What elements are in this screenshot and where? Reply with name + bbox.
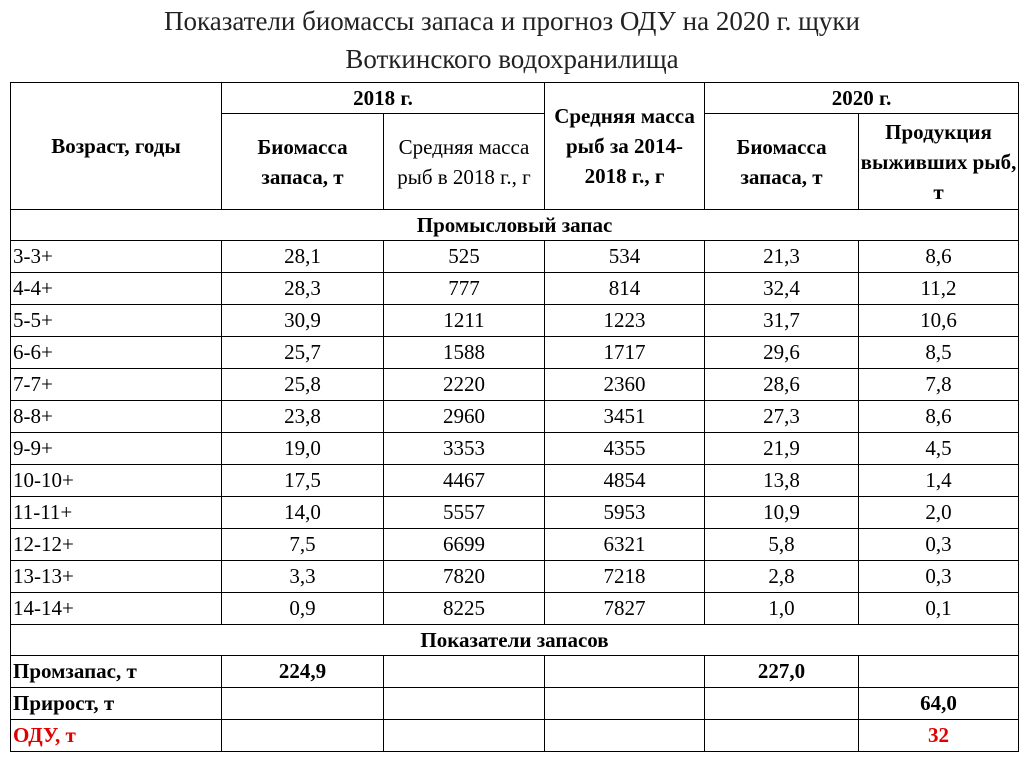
table-row (11, 305, 1019, 337)
cell-m2018: 777 (384, 273, 545, 305)
cell-age: 3-3+ (11, 241, 222, 273)
cell-age: 9-9+ (11, 433, 222, 465)
cell-mavg: 6321 (545, 529, 705, 561)
section-commercial-stock: Промысловый запас (11, 210, 1019, 241)
table-row (11, 369, 1019, 401)
empty-cell (705, 688, 859, 720)
cell-mavg: 4854 (545, 465, 705, 497)
cell-m2018: 2960 (384, 401, 545, 433)
empty-cell (545, 688, 705, 720)
table-row (11, 497, 1019, 529)
cell-m2018: 5557 (384, 497, 545, 529)
cell-b2018: 25,8 (222, 369, 384, 401)
cell-b2020: 21,3 (705, 241, 859, 273)
stock-2020: 227,0 (705, 656, 859, 688)
header-avg-mass-2018: Средняя масса рыб в 2018 г., г (384, 114, 545, 210)
cell-m2018: 8225 (384, 593, 545, 625)
cell-p2020: 11,2 (859, 273, 1019, 305)
stock-label: Промзапас, т (11, 656, 222, 688)
cell-mavg: 7827 (545, 593, 705, 625)
cell-age: 6-6+ (11, 337, 222, 369)
cell-age: 7-7+ (11, 369, 222, 401)
growth-label: Прирост, т (11, 688, 222, 720)
cell-m2018: 2220 (384, 369, 545, 401)
cell-mavg: 1223 (545, 305, 705, 337)
header-production-2020: Продукция выживших рыб, т (859, 114, 1019, 210)
table-row (11, 465, 1019, 497)
cell-p2020: 2,0 (859, 497, 1019, 529)
table-row (11, 593, 1019, 625)
cell-b2018: 23,8 (222, 401, 384, 433)
cell-p2020: 8,5 (859, 337, 1019, 369)
cell-mavg: 534 (545, 241, 705, 273)
page-title (0, 0, 1024, 78)
cell-b2020: 2,8 (705, 561, 859, 593)
cell-p2020: 1,4 (859, 465, 1019, 497)
cell-age: 4-4+ (11, 273, 222, 305)
cell-mavg: 5953 (545, 497, 705, 529)
title-line-2: Воткинского водохранилища (345, 44, 679, 74)
cell-p2020: 8,6 (859, 401, 1019, 433)
empty-cell (545, 720, 705, 752)
cell-b2018: 3,3 (222, 561, 384, 593)
cell-m2018: 525 (384, 241, 545, 273)
summary-row-growth (11, 688, 1019, 720)
cell-p2020: 7,8 (859, 369, 1019, 401)
cell-b2020: 1,0 (705, 593, 859, 625)
cell-m2018: 6699 (384, 529, 545, 561)
cell-b2018: 0,9 (222, 593, 384, 625)
cell-age: 8-8+ (11, 401, 222, 433)
cell-m2018: 1211 (384, 305, 545, 337)
empty-cell (222, 720, 384, 752)
stock-2018: 224,9 (222, 656, 384, 688)
cell-age: 14-14+ (11, 593, 222, 625)
cell-p2020: 8,6 (859, 241, 1019, 273)
cell-m2018: 4467 (384, 465, 545, 497)
cell-p2020: 10,6 (859, 305, 1019, 337)
tac-label: ОДУ, т (11, 720, 222, 752)
empty-cell (384, 656, 545, 688)
cell-b2020: 10,9 (705, 497, 859, 529)
cell-m2018: 3353 (384, 433, 545, 465)
cell-mavg: 4355 (545, 433, 705, 465)
growth-value: 64,0 (859, 688, 1019, 720)
empty-cell (222, 688, 384, 720)
table-row (11, 337, 1019, 369)
cell-age: 10-10+ (11, 465, 222, 497)
table-row (11, 433, 1019, 465)
cell-age: 5-5+ (11, 305, 222, 337)
cell-m2018: 1588 (384, 337, 545, 369)
cell-b2020: 28,6 (705, 369, 859, 401)
title-line-1: Показатели биомассы запаса и прогноз ОДУ на 2020 г. щуки (164, 6, 860, 36)
cell-mavg: 2360 (545, 369, 705, 401)
header-biomass-2020: Биомасса запаса, т (705, 114, 859, 210)
table-row (11, 561, 1019, 593)
cell-b2020: 29,6 (705, 337, 859, 369)
header-age: Возраст, годы (11, 83, 222, 210)
cell-age: 12-12+ (11, 529, 222, 561)
table-row (11, 401, 1019, 433)
cell-b2018: 7,5 (222, 529, 384, 561)
cell-b2018: 30,9 (222, 305, 384, 337)
table-row (11, 273, 1019, 305)
summary-row-stock (11, 656, 1019, 688)
cell-p2020: 0,3 (859, 561, 1019, 593)
cell-mavg: 7218 (545, 561, 705, 593)
cell-age: 13-13+ (11, 561, 222, 593)
table-row (11, 241, 1019, 273)
cell-b2018: 28,3 (222, 273, 384, 305)
header-biomass-2018: Биомасса запаса, т (222, 114, 384, 210)
empty-cell (384, 720, 545, 752)
cell-mavg: 814 (545, 273, 705, 305)
cell-b2018: 14,0 (222, 497, 384, 529)
cell-b2020: 13,8 (705, 465, 859, 497)
cell-b2020: 27,3 (705, 401, 859, 433)
cell-b2020: 5,8 (705, 529, 859, 561)
cell-b2018: 17,5 (222, 465, 384, 497)
cell-b2018: 19,0 (222, 433, 384, 465)
cell-b2020: 21,9 (705, 433, 859, 465)
cell-p2020: 0,1 (859, 593, 1019, 625)
empty-cell (859, 656, 1019, 688)
summary-row-tac (11, 720, 1019, 752)
empty-cell (705, 720, 859, 752)
cell-age: 11-11+ (11, 497, 222, 529)
cell-p2020: 4,5 (859, 433, 1019, 465)
table-row (11, 529, 1019, 561)
header-year-2018: 2018 г. (222, 83, 545, 114)
section-stock-indicators: Показатели запасов (11, 625, 1019, 656)
cell-b2020: 32,4 (705, 273, 859, 305)
cell-b2020: 31,7 (705, 305, 859, 337)
cell-mavg: 3451 (545, 401, 705, 433)
cell-p2020: 0,3 (859, 529, 1019, 561)
empty-cell (545, 656, 705, 688)
cell-mavg: 1717 (545, 337, 705, 369)
tac-value: 32 (859, 720, 1019, 752)
header-year-2020: 2020 г. (705, 83, 1019, 114)
header-avg-mass-period: Средняя масса рыб за 2014- 2018 г., г (545, 83, 705, 210)
cell-b2018: 28,1 (222, 241, 384, 273)
cell-b2018: 25,7 (222, 337, 384, 369)
biomass-table (10, 82, 1019, 752)
cell-m2018: 7820 (384, 561, 545, 593)
empty-cell (384, 688, 545, 720)
